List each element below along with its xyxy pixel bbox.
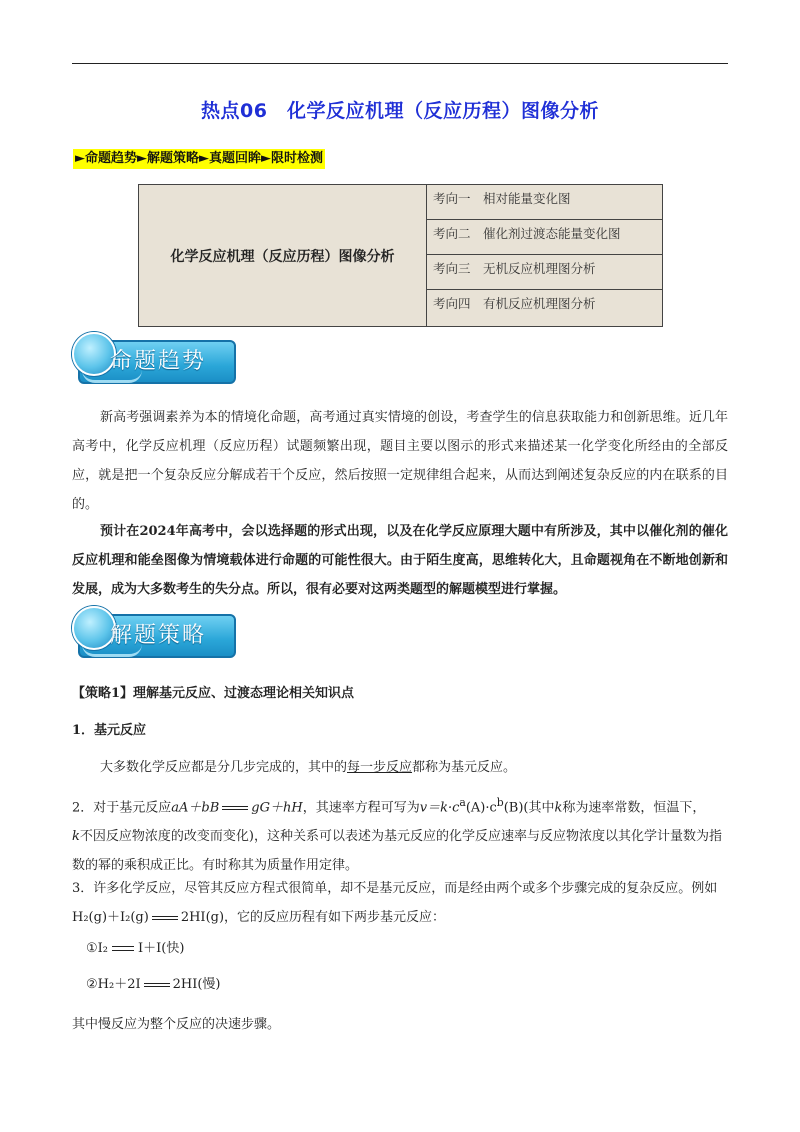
equals-arrow-icon <box>222 803 248 813</box>
exponent: a <box>459 796 466 809</box>
section-nav <box>73 149 325 169</box>
text-span: ，其速率方程可写为 <box>302 800 420 816</box>
text-span: 2HI(慢) <box>172 977 221 992</box>
step-1 <box>86 935 742 963</box>
equation-right: gG＋hH <box>251 800 303 816</box>
badge-label: 命题趋势 <box>110 349 207 374</box>
trend-paragraph-2: 预计在2024年高考中，会以选择题的形式出现，以及在化学反应原理大题中有所涉及，其中以催化剂的催化反应机理和能垒图像为情境载体进行命题的可能性很大。由于陌生度高，思维转化大，且命题视角在不断地创新和发展，成为大多数考生的失分点。所以，很有必要对这两类题型的解题模型进行掌握。 <box>72 524 728 597</box>
text-span: 称为速率常数，恒温下， <box>562 800 706 816</box>
text-span: 大多数化学反应都是分几步完成的，其中的 <box>100 760 348 775</box>
conclusion-text: 其中慢反应为整个反应的决速步骤。 <box>72 1017 281 1032</box>
nav-item-trend[interactable]: ►命题趋势 <box>75 151 137 166</box>
topic-row: 考向二 催化剂过渡态能量变化图 <box>427 220 662 255</box>
item2-text <box>72 788 728 880</box>
section-badge-trend <box>72 332 240 390</box>
equation-left: aA＋bB <box>171 800 220 816</box>
text-span: 3．许多化学反应，尽管其反应方程式很简单，却不是基元反应，而是经由两个或多个步骤完成的复杂反应。例如 <box>72 881 718 896</box>
topic-main-cell: 化学反应机理（反应历程）图像分析 <box>139 185 427 326</box>
rate-constant: k <box>72 829 80 845</box>
badge-label: 解题策略 <box>110 623 207 648</box>
text-span: ②H₂＋2I <box>86 977 141 992</box>
header-rule <box>72 63 728 64</box>
text-span: 都称为基元反应。 <box>412 760 517 775</box>
page-title: 热点06 化学反应机理（反应历程）图像分析 <box>201 100 599 122</box>
strategy-title: 【策略1】理解基元反应、过渡态理论相关知识点 <box>72 686 355 701</box>
step-2 <box>86 971 742 999</box>
exponent: b <box>496 796 504 809</box>
nav-item-strategy[interactable]: ►解题策略 <box>137 151 199 166</box>
rate-expression: v＝k·c <box>419 800 460 816</box>
equals-arrow-icon <box>144 980 170 990</box>
equals-arrow-icon <box>152 913 178 923</box>
text-span: (B)(其中 <box>503 800 555 816</box>
nav-item-test[interactable]: ►限时检测 <box>261 151 323 166</box>
text-span: 2．对于基元反应 <box>72 800 172 816</box>
equilibrium-arrow-icon <box>112 944 134 954</box>
item1-text <box>72 754 728 782</box>
rate-constant: k <box>554 800 563 816</box>
section-badge-strategy <box>72 606 240 664</box>
text-span: I＋I(快) <box>138 941 185 956</box>
text-span: ①I₂ <box>86 941 109 956</box>
nav-item-review[interactable]: ►真题回眸 <box>199 151 261 166</box>
topic-row: 考向三 无机反应机理图分析 <box>427 255 662 290</box>
equation: H₂(g)＋I₂(g) <box>72 910 149 925</box>
topic-row: 考向一 相对能量变化图 <box>427 185 662 220</box>
text-span: (A)·c <box>465 800 497 816</box>
text-span: 2HI(g)，它的反应历程有如下两步基元反应： <box>180 910 446 925</box>
item3-text <box>72 874 728 932</box>
text-span: 不因反应物浓度的改变而变化)，这种关系可以表述为基元反应的化学反应速率与反应物浓度以其化学计量数为指数的幂的乘积成正比。有时称其为质量作用定律。 <box>72 829 722 874</box>
underlined-text: 每一步反应 <box>347 760 413 775</box>
topic-table <box>138 184 663 327</box>
trend-paragraph-1: 新高考强调素养为本的情境化命题，高考通过真实情境的创设，考查学生的信息获取能力和创新思维。近几年高考中，化学反应机理（反应历程）试题频繁出现，题目主要以图示的形式来描述某一化学变化所经由的全部反应，就是把一个复杂反应分解成若干个反应，然后按照一定规律组合起来，从而达到阐述复杂反应的内在联系的目的。 <box>72 410 728 512</box>
topic-row: 考向四 有机反应机理图分析 <box>433 296 596 311</box>
item1-heading: 1．基元反应 <box>72 723 147 738</box>
